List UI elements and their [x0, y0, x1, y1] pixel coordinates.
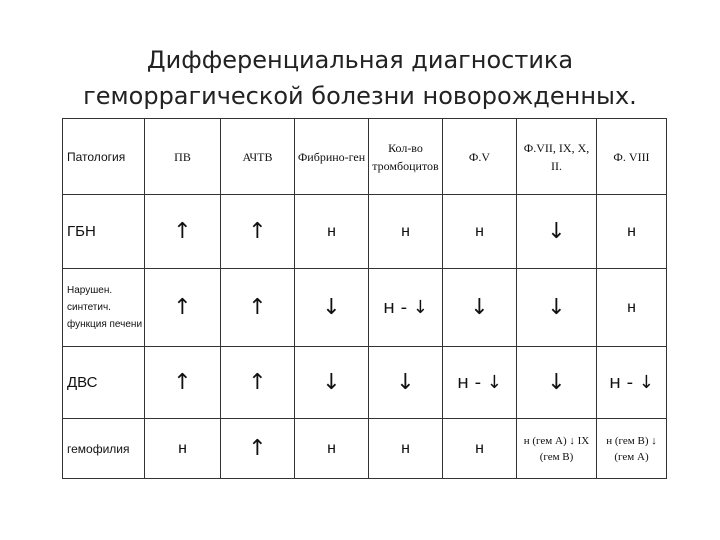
- cell-f8: н: [597, 269, 667, 347]
- slide-title: [0, 42, 720, 114]
- cell-f7-9-10-2: ↓: [517, 347, 597, 419]
- cell-platelets: н: [369, 195, 443, 269]
- cell-f8: н - ↓: [597, 347, 667, 419]
- cell-pv: ↑: [145, 347, 221, 419]
- cell-fibrinogen: н: [295, 195, 369, 269]
- cell-f5: н: [443, 419, 517, 479]
- cell-achtv: ↑: [221, 347, 295, 419]
- cell-pv: ↑: [145, 269, 221, 347]
- cell-f7-9-10-2: н (гем A) ↓ IX (гем В): [517, 419, 597, 479]
- cell-fibrinogen: ↓: [295, 269, 369, 347]
- cell-f7-9-10-2: ↓: [517, 269, 597, 347]
- cell-f5: н: [443, 195, 517, 269]
- header-achtv: АЧТВ: [221, 119, 295, 195]
- cell-f8: н (гем В) ↓ (гем А): [597, 419, 667, 479]
- cell-f5: н - ↓: [443, 347, 517, 419]
- header-fibrinogen: Фибрино-ген: [295, 119, 369, 195]
- cell-achtv: ↑: [221, 195, 295, 269]
- table-row: [63, 195, 667, 269]
- cell-f7-9-10-2: ↓: [517, 195, 597, 269]
- header-platelets: Кол-во тромбоцитов: [369, 119, 443, 195]
- title-line-1: Дифференциальная диагностика: [146, 46, 574, 74]
- cell-fibrinogen: н: [295, 419, 369, 479]
- cell-platelets: н: [369, 419, 443, 479]
- header-f8: Ф. VIII: [597, 119, 667, 195]
- row-pathology: ГБН: [63, 195, 145, 269]
- cell-pv: ↑: [145, 195, 221, 269]
- cell-pv: н: [145, 419, 221, 479]
- row-pathology: гемофилия: [63, 419, 145, 479]
- header-row: [63, 119, 667, 195]
- header-f7-9-10-2: Ф.VII, IX, X, II.: [517, 119, 597, 195]
- row-pathology: ДВС: [63, 347, 145, 419]
- header-f5: Ф.V: [443, 119, 517, 195]
- header-pathology: Патология: [63, 119, 145, 195]
- cell-platelets: ↓: [369, 347, 443, 419]
- table-row: [63, 347, 667, 419]
- cell-f8: н: [597, 195, 667, 269]
- row-pathology: Нарушен. синтетич. функция печени: [63, 269, 145, 347]
- diagnosis-table: [62, 118, 667, 479]
- cell-achtv: ↑: [221, 269, 295, 347]
- cell-fibrinogen: ↓: [295, 347, 369, 419]
- table-row: [63, 269, 667, 347]
- table-row: [63, 419, 667, 479]
- cell-achtv: ↑: [221, 419, 295, 479]
- cell-platelets: н - ↓: [369, 269, 443, 347]
- cell-f5: ↓: [443, 269, 517, 347]
- header-pv: ПВ: [145, 119, 221, 195]
- title-line-2: геморрагической болезни новорожденных.: [83, 82, 637, 110]
